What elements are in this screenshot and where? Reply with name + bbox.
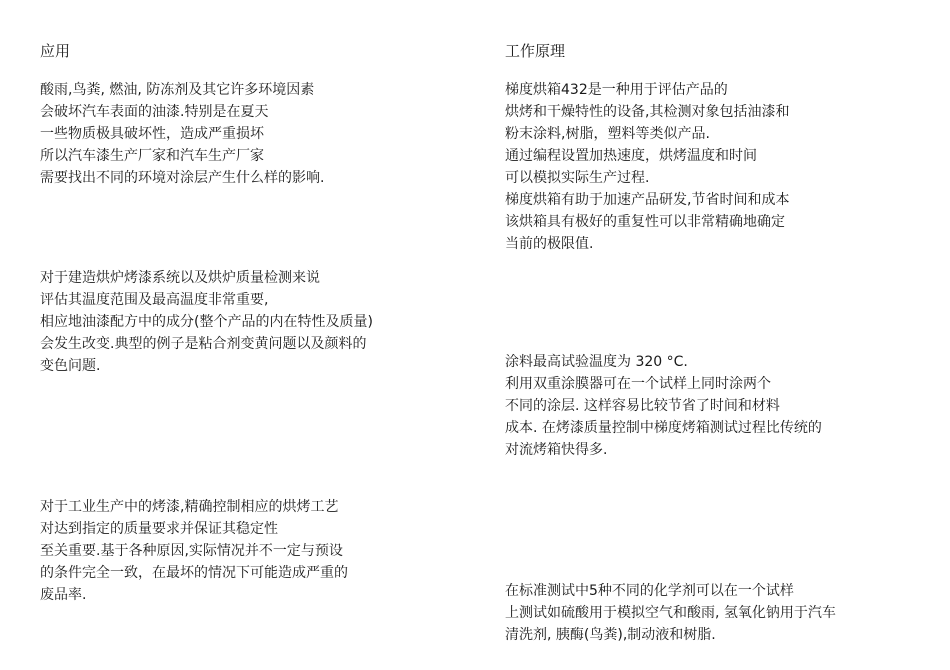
text-line: 变色问题. <box>40 358 101 374</box>
text-line: 可以模拟实际生产过程. <box>505 170 650 186</box>
text-line: 对于建造烘炉烤漆系统以及烘炉质量检测来说 <box>40 270 320 286</box>
paragraph-chemical-tests <box>505 580 836 646</box>
text-line: 梯度烘箱432是一种用于评估产品的 <box>505 82 728 98</box>
text-line: 相应地油漆配方中的成分(整个产品的内在特性及质量) <box>40 314 373 330</box>
text-line: 涂料最高试验温度为 320 °C. <box>505 354 688 370</box>
paragraph-max-temperature <box>505 351 822 461</box>
text-line: 不同的涂层. 这样容易比较节省了时间和材料 <box>505 398 780 414</box>
text-line: 会发生改变.典型的例子是粘合剂变黄问题以及颜料的 <box>40 336 367 352</box>
text-line: 所以汽车漆生产厂家和汽车生产厂家 <box>40 148 264 164</box>
text-line: 的条件完全一致，在最坏的情况下可能造成严重的 <box>40 565 348 581</box>
text-line: 当前的极限值. <box>505 236 594 252</box>
text-line: 烘烤和干燥特性的设备,其检测对象包括油漆和 <box>505 104 790 120</box>
text-line: 需要找出不同的环境对涂层产生什么样的影响. <box>40 170 325 186</box>
text-line: 利用双重涂膜器可在一个试样上同时涂两个 <box>505 376 771 392</box>
text-line: 该烘箱具有极好的重复性可以非常精确地确定 <box>505 214 785 230</box>
paragraph-industrial-baking <box>40 496 348 606</box>
text-line: 在标准测试中5种不同的化学剂可以在一个试样 <box>505 583 794 599</box>
text-line: 对于工业生产中的烤漆,精确控制相应的烘烤工艺 <box>40 499 339 515</box>
text-line: 通过编程设置加热速度，烘烤温度和时间 <box>505 148 757 164</box>
text-line: 会破坏汽车表面的油漆.特别是在夏天 <box>40 104 269 120</box>
text-line: 对流烤箱快得多. <box>505 442 608 458</box>
text-line: 粉末涂料,树脂，塑料等类似产品. <box>505 126 710 142</box>
text-line: 至关重要.基于各种原因,实际情况并不一定与预设 <box>40 543 343 559</box>
text-line: 酸雨,鸟粪, 燃油, 防冻剂及其它许多环境因素 <box>40 82 315 98</box>
text-line: 梯度烘箱有助于加速产品研发,节省时间和成本 <box>505 192 790 208</box>
text-line: 评估其温度范围及最高温度非常重要, <box>40 292 269 308</box>
text-line: 一些物质极具破坏性，造成严重损坏 <box>40 126 264 142</box>
paragraph-gradient-oven-description <box>505 79 789 255</box>
paragraph-environmental-damage <box>40 79 324 189</box>
text-line: 废品率. <box>40 587 87 603</box>
text-line: 成本. 在烤漆质量控制中梯度烤箱测试过程比传统的 <box>505 420 822 436</box>
section-heading-working-principle: 工作原理 <box>505 42 566 60</box>
paragraph-oven-evaluation <box>40 267 373 377</box>
text-line: 对达到指定的质量要求并保证其稳定性 <box>40 521 278 537</box>
section-heading-applications: 应用 <box>40 42 71 60</box>
text-line: 上测试如硫酸用于模拟空气和酸雨, 氢氧化钠用于汽车 <box>505 605 836 621</box>
text-line: 清洗剂, 胰酶(鸟粪),制动液和树脂. <box>505 627 716 643</box>
